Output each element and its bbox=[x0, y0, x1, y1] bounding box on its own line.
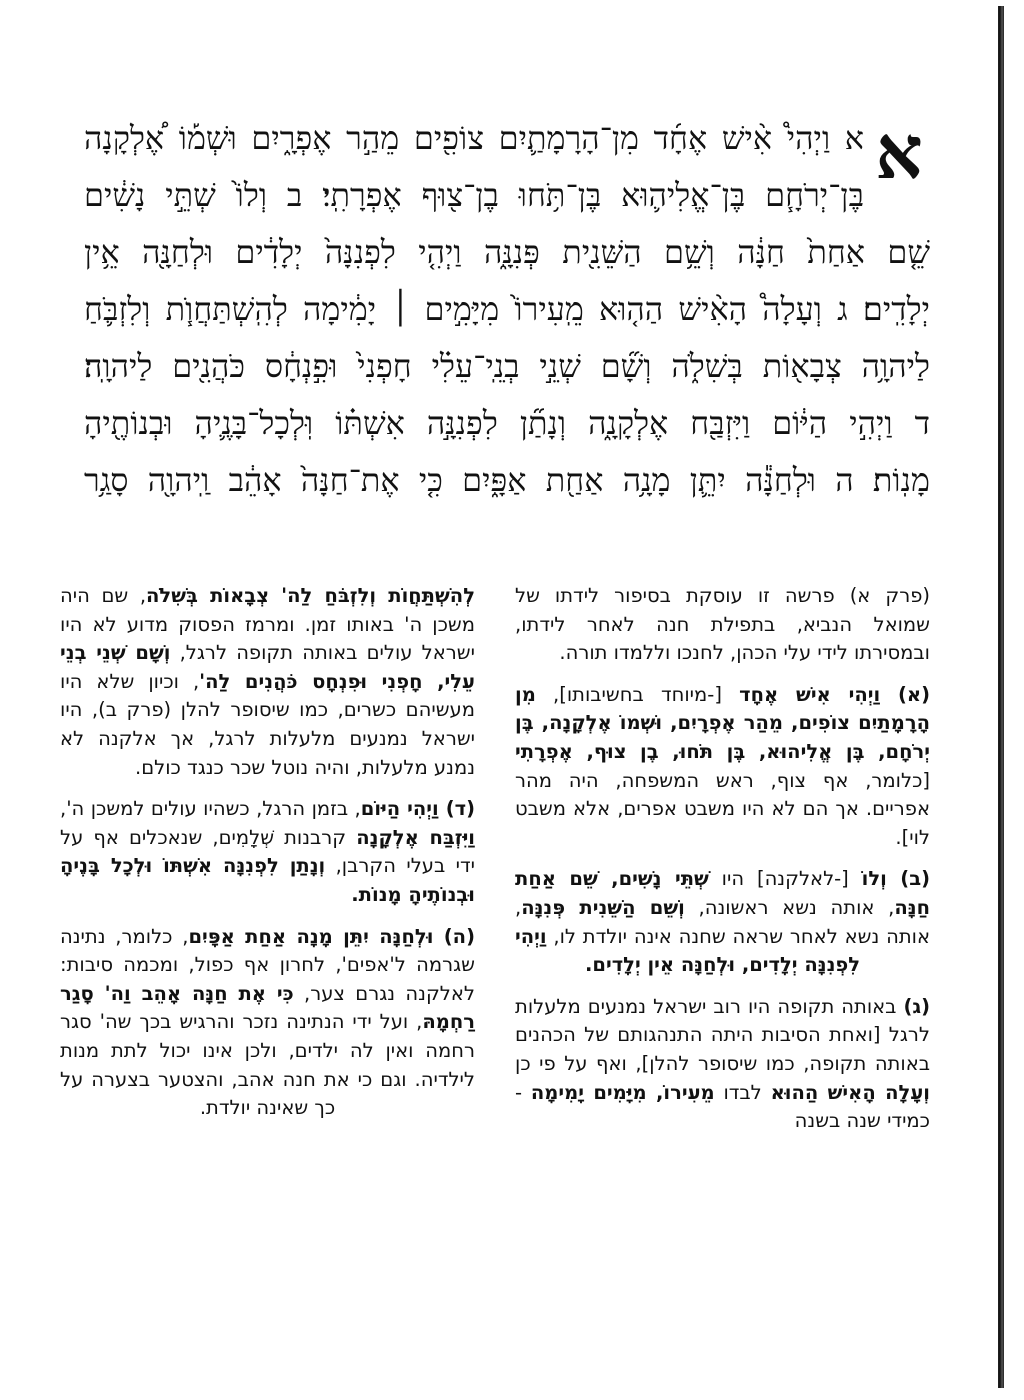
quoted-verse-text: שְׁתֵּי נָשִׁים, שֵׁם אַחַת חַנָּה bbox=[515, 867, 930, 919]
verse-line: מָנֽוֹת׃ ה וּלְחַנָּ֕ה יִתֵּ֛ן מָנָ֥ה אַחַ֖ת אַפָּ֑יִם כִּ֤י אֶת־חַנָּה֙ אָהֵ֔ב וַֽיהוָ֖ה סָגַ֥ר bbox=[84, 461, 930, 499]
quoted-verse-text: וְשָׁם שְׁנֵי בְנֵי עֵלִי, חָפְנִי וּפִנְחָס כֹּהֲנִים לַה' bbox=[60, 641, 475, 693]
quoted-verse-text: כִּי אֶת חַנָּה אָהֵב וַה' סָגַר רַחְמָהּ bbox=[60, 981, 475, 1034]
quoted-verse-text: מִן הָרָמָתַיִם צוֹפִים, מֵהַר אֶפְרָיִם, וּשְׁמוֹ אֶלְקָנָה, בֶּן יְרֹחָם, בֶּן אֱלִיהוּא, בֶּן תֹּחוּ, בֶן צוּף, אֶפְרָתִי bbox=[515, 682, 930, 763]
chapter-initial-letter: א bbox=[875, 110, 923, 196]
commentary-text: , אותה נשא לאחר שראה שחנה אינה יולדת לו, bbox=[515, 895, 930, 948]
verse-line: ד וַיְהִ֣י הַיּ֔וֹם וַיִּזְבַּ֖ח אֶלְקָנָ֑ה וְנָתַ֞ן לִפְנִנָּ֣ה אִשְׁתּ֗וֹ וּֽלְכָל־בָּנֶ֛יהָ וּבְנוֹתֶ֖יהָ bbox=[84, 404, 930, 442]
verse-line: שֵׁ֤ם אַחַת֙ חַנָּ֔ה וְשֵׁ֥ם הַשֵּׁנִ֖ית פְּנִנָּ֑ה וַיְהִ֤י לִפְנִנָּה֙ יְלָדִ֔ים וּלְחַנָּ֖ה אֵ֥ין bbox=[84, 233, 930, 271]
commentary-text: , וכיון שלא היו מעשיהם כשרים, כמו שיסופר להלן (פרק ב), היו ישראל נמנעים מלעלות לרגל, אך אלקנה לא נמנע מלעלות, והיה נוטל שכר כנגד כולם. bbox=[60, 669, 475, 779]
commentary-text: , אותה נשא ראשונה, bbox=[684, 895, 895, 919]
quoted-verse-text: וַיְהִי לִפְנִנָּה יְלָדִים, וּלְחַנָּה אֵין יְלָדִים. bbox=[515, 924, 861, 977]
commentary-text: , בזמן הרגל, כשהיו עולים למשכן ה', bbox=[60, 797, 361, 821]
verse-line: לַיהוָ֥ה צְבָא֖וֹת בְּשִׁלֹ֑ה וְשָׁ֞ם שְׁנֵ֣י בְנֵֽי־עֵלִ֗י חָפְנִי֙ וּפִ֣נְחָ֔ס כֹּהֲנִ֖ים לַיהוָֽה׃ bbox=[84, 347, 930, 385]
commentary-paragraph bbox=[515, 582, 930, 668]
quoted-verse-text: (ב) וְלוֹ bbox=[861, 867, 931, 891]
quoted-verse-text: וְנָתַן לִפְנִנָּה אִשְׁתּוֹ וּלְכָל בָּנֶיהָ וּבְנוֹתֶיהָ מָנוֹת. bbox=[60, 854, 475, 906]
commentary-paragraph bbox=[515, 681, 930, 853]
commentary-text: , ועל ידי הנתינה נזכר והרגיש בכך שה' סגר רחמה ואין לה ילדים, ולכן אינו יכול לתת מנות לילדיה. וגם כי את חנה אהב, והצטער בצערה על כך שאינה יולדת. bbox=[60, 1010, 475, 1120]
commentary-paragraph bbox=[515, 993, 930, 1136]
commentary-text: (פרק א) פרשה זו עוסקת בסיפור לידתו של שמואל הנביא, בתפילת חנה לאחר לידתו, ובמסירתו לידי עלי הכהן, לחנכו וללמדו תורה. bbox=[515, 584, 930, 665]
commentary-text: , כלומר, נתינה שגרמה ל'אפים', לחרון אף כפול, ומכמה סיבות: לאלקנה נגרם צער, bbox=[60, 924, 475, 1005]
quoted-verse-text: מֵעִירוֹ, מִיָּמִים יָמִימָה bbox=[530, 1080, 715, 1104]
commentary-text: [-לאלקנה] היו bbox=[708, 867, 862, 891]
commentary-left-column bbox=[60, 582, 475, 1136]
commentary-paragraph bbox=[60, 795, 475, 909]
commentary-text: , שם היה משכן ה' באותו זמן. ומרמז הפסוק מדוע לא היו ישראל עולים באותה תקופה לרגל, bbox=[60, 584, 475, 665]
commentary-paragraph bbox=[515, 865, 930, 979]
verse-lines bbox=[84, 110, 930, 509]
quoted-verse-text: (א) וַיְהִי אִישׁ אֶחָד bbox=[739, 682, 930, 706]
commentary-text: קרבנות שְׁלָמִים, שנאכלים אף על ידי בעלי הקרבן, bbox=[60, 825, 475, 878]
quoted-verse-text: וְשֵׁם הַשֵּׁנִית פְּנִנָּה bbox=[521, 895, 685, 919]
quoted-verse-text: וְעָלָה הָאִישׁ הַהוּא bbox=[770, 1080, 930, 1104]
commentary-text: [כלומר, אף צוף, ראש המשפחה, היה מהר אפריים. אך הם לא היו משבט אפרים, אלא משבט לוי]. bbox=[515, 768, 930, 849]
verse-line: יְלָדִֽים׃ ג וְעָלָה֩ הָאִ֨ישׁ הַה֤וּא מֵֽעִירוֹ֙ מִיָּמִ֣ים ׀ יָמִ֔ימָה לְהִֽשְׁתַּחֲוֺ֧ת וְלִזְבֹּ֛חַ bbox=[84, 290, 930, 328]
commentary-text: באותה תקופה היו רוב ישראל נמנעים מלעלות לרגל [ואחת הסיבות היתה התנהגותם של הכהנים באותה תקופה, כמו שיסופר להלן], ואף על פי כן bbox=[515, 994, 930, 1075]
quoted-verse-text: וַיִּזְבַּח אֶלְקָנָה bbox=[356, 825, 475, 849]
quoted-verse-text: (ג) bbox=[903, 994, 930, 1018]
commentary-right-column bbox=[515, 582, 930, 1149]
commentary-paragraph bbox=[60, 923, 475, 1123]
quoted-verse-text: (ה) וּלְחַנָּה יִתֵּן מָנָה אַחַת אַפָּיִם bbox=[188, 924, 475, 948]
commentary-text: לבדו bbox=[714, 1080, 771, 1104]
verse-line: א וַיְהִי֩ אִ֨ישׁ אֶחָ֜ד מִן־הָרָמָתַ֛יִם צוֹפִ֖ים מֵהַ֣ר אֶפְרָ֑יִם וּשְׁמ֡וֹ אֶ֠לְקָנָה bbox=[84, 119, 864, 157]
commentary-paragraph bbox=[60, 582, 475, 782]
quoted-verse-text: לְהִשְׁתַּחֲוֺת וְלִזְבֹּחַ לַה' צְבָאוֹת בְּשִׁלֹה bbox=[146, 584, 475, 607]
commentary-text: [-מיוחד בחשיבותו], bbox=[535, 682, 740, 706]
commentary-text: - כמידי שנה בשנה bbox=[515, 1080, 930, 1133]
book-spine-edge bbox=[998, 6, 1004, 1388]
commentary-columns bbox=[60, 582, 930, 1372]
quoted-verse-text: (ד) וַיְהִי הַיּוֹם bbox=[360, 797, 475, 821]
verse-line: בֶּן־יְרֹחָ֧ם בֶּן־אֱלִיה֛וּא בֶּן־תֹּ֥חוּ בֶן־צ֖וּף אֶפְרָתִֽי׃ ב וְלוֹ֙ שְׁתֵּ֣י נָשִׁ֔ים bbox=[84, 176, 864, 214]
